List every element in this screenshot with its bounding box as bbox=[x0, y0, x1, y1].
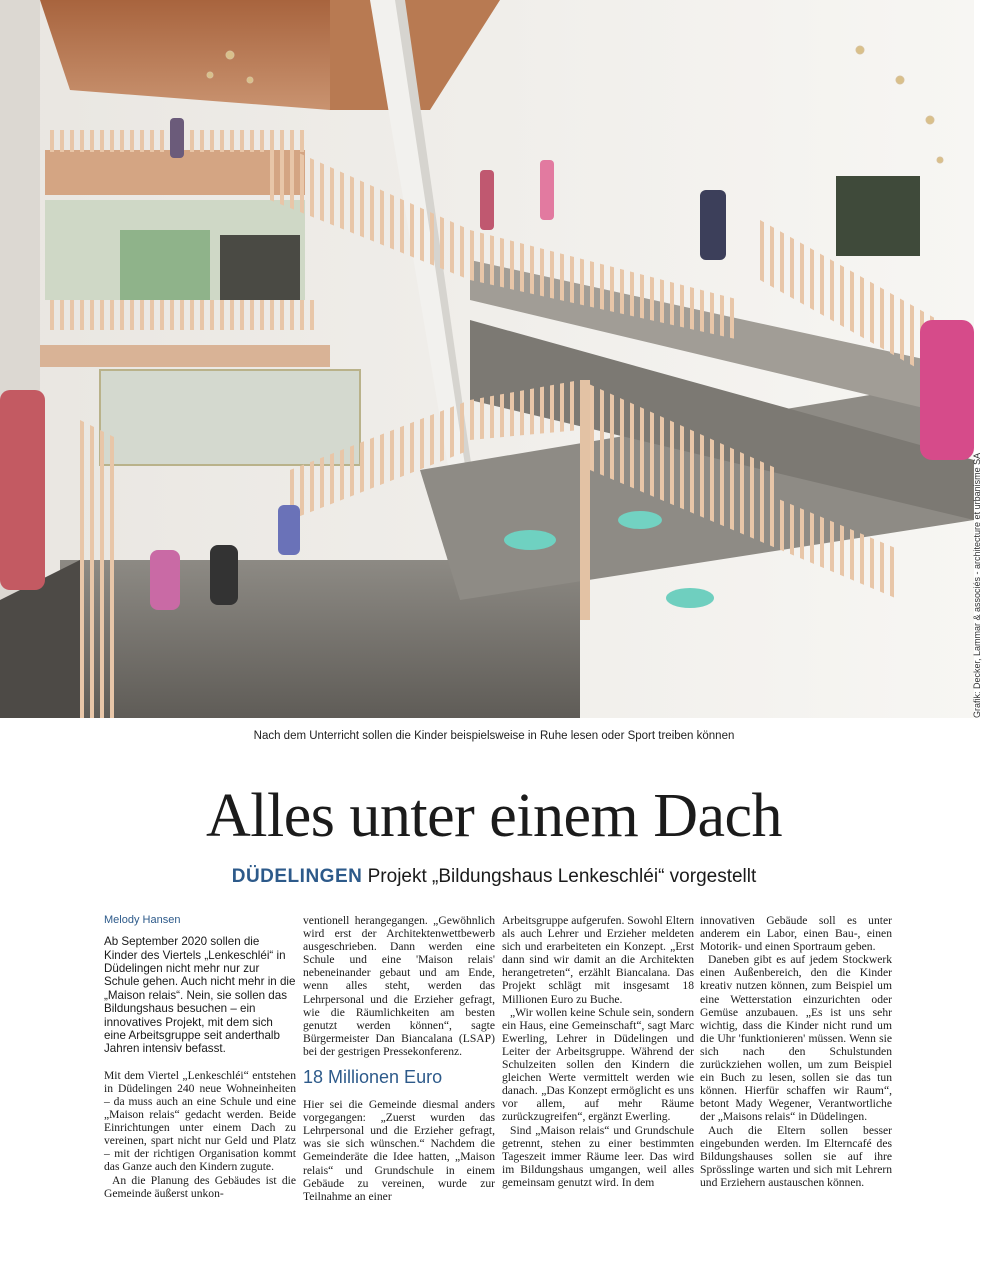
paragraph: Auch die Eltern sollen besser eingebunden werden. Im Elterncafé des Bildungshauses sollen sie auf ihre Sprösslinge warten und sich mit Lehrern und Erziehern austauschen können. bbox=[700, 1123, 892, 1189]
paragraph: innovativen Gebäude soll es unter anderem ein Labor, einen Bau-, einen Motorik- und einen Sportraum geben. bbox=[700, 914, 892, 954]
paragraph: Hier sei die Gemeinde diesmal anders vorgegangen: „Zuerst wurden das Lehrpersonal und die Erzieher gefragt, was sie sich wünschen.“ Nachdem die Gemeinderäte die Idee hatten, „Maison relais“ und Grundschule in einem Gebäude zu vereinen, wurde zur Teilnahme an einer bbox=[303, 1098, 495, 1203]
section-subheading: 18 Millionen Euro bbox=[303, 1067, 443, 1088]
photo-caption: Nach dem Unterricht sollen die Kinder beispielsweise in Ruhe lesen oder Sport treiben können bbox=[253, 730, 735, 742]
photo-credit: Grafik: Decker, Lammar & associés - architecture et urbanisme SA bbox=[972, 452, 982, 718]
paragraph: Mit dem Viertel „Lenkeschléi“ entstehen in Düdelingen 240 neue Wohneinheiten – da muss auch an eine Schule und eine „Maison relais“ gedacht werden. Beide Einrichtungen unter einem Dach zu vereinen, spart nicht nur Geld und Platz – mit der richtigen Organisation kommt das Ganze auch den Kindern zugute. bbox=[104, 1068, 296, 1174]
column-2 bbox=[303, 914, 495, 1203]
column-4 bbox=[700, 914, 892, 1189]
paragraph: ventionell herangegangen. „Gewöhnlich wird erst der Architektenwettbewerb ausgeschrieben. Dann werden eine Schule und eine 'Maison relais' nebeneinander gebaut und am Ende, wenn alles steht, werden das Lehrpersonal und die Erzieher gefragt, wie die Räumlichkeiten am besten genutzt werden können“, sagte Bürgermeister Dan Biancalana (LSAP) bei der gestrigen Pressekonferenz. bbox=[303, 914, 495, 1058]
column-1 bbox=[104, 914, 296, 1200]
subtitle: Projekt „Bildungshaus Lenkeschléi“ vorgestellt bbox=[367, 866, 757, 887]
column-3 bbox=[502, 914, 694, 1189]
paragraph: „Wir wollen keine Schule sein, sondern ein Haus, eine Gemeinschaft“, sagt Marc Ewerling, Lehrer in Düdelingen und Leiter der Arbeitsgruppe. Während der Schulzeiten sollen den Kindern die gleichen Werte vermittelt werden wie danach. „Das Konzept ermöglicht es uns vor allem, auf mehr Räume zurückzugreifen“, ergänzt Ewerling. bbox=[502, 1005, 694, 1124]
paragraph: Arbeitsgruppe aufgerufen. Sowohl Eltern als auch Lehrer und Erzieher meldeten sich und erarbeiteten ein Konzept. „Erst dann sind wir damit an die Architekten herangetreten“, erzählt Biancalana. Das Projekt schlägt mit insgesamt 18 Millionen Euro zu Buche. bbox=[502, 914, 694, 1006]
paragraph: Daneben gibt es auf jedem Stockwerk einen Außenbereich, den die Kinder kreativ nutzen können, zum Beispiel um eine Wetterstation einzurichten oder Gemüse anzubauen. „Es ist uns sehr wichtig, dass die Kinder nicht rund um die Uhr 'funktionieren' müssen. Wenn sie sich nach den Schulstunden zurückziehen wollen, um zum Beispiel ein Buch zu lesen, sollen sie das tun können. Hierfür schaffen wir Raum“, betont Mady Wegener, Verantwortliche der „Maisons relais“ in Düdelingen. bbox=[700, 953, 892, 1124]
paragraph: Sind „Maison relais“ und Grundschule getrennt, stehen zu einer bestimmten Tageszeit immer Räume leer. Das wird im Bildungshaus umgangen, weil alles gemeinsam genutzt wird. In dem bbox=[502, 1123, 694, 1189]
author: Melody Hansen bbox=[104, 914, 181, 926]
kicker: DÜDELINGEN bbox=[231, 866, 363, 887]
subheadline bbox=[0, 866, 988, 888]
headline: Alles unter einem Dach bbox=[205, 782, 783, 850]
lead-paragraph: Ab September 2020 sollen die Kinder des Viertels „Lenkeschléi“ in Düdelingen nicht mehr nur zur Schule gehen. Auch nicht mehr in die „Maison relais“. Nein, sie sollen das Bildungshaus besuchen – ein innovatives Projekt, mit dem sich eine Arbeitsgruppe seit anderthalb Jahren intensiv befasst. bbox=[104, 935, 296, 1056]
paragraph: An die Planung des Gebäudes ist die Gemeinde äußerst unkon- bbox=[104, 1173, 296, 1200]
